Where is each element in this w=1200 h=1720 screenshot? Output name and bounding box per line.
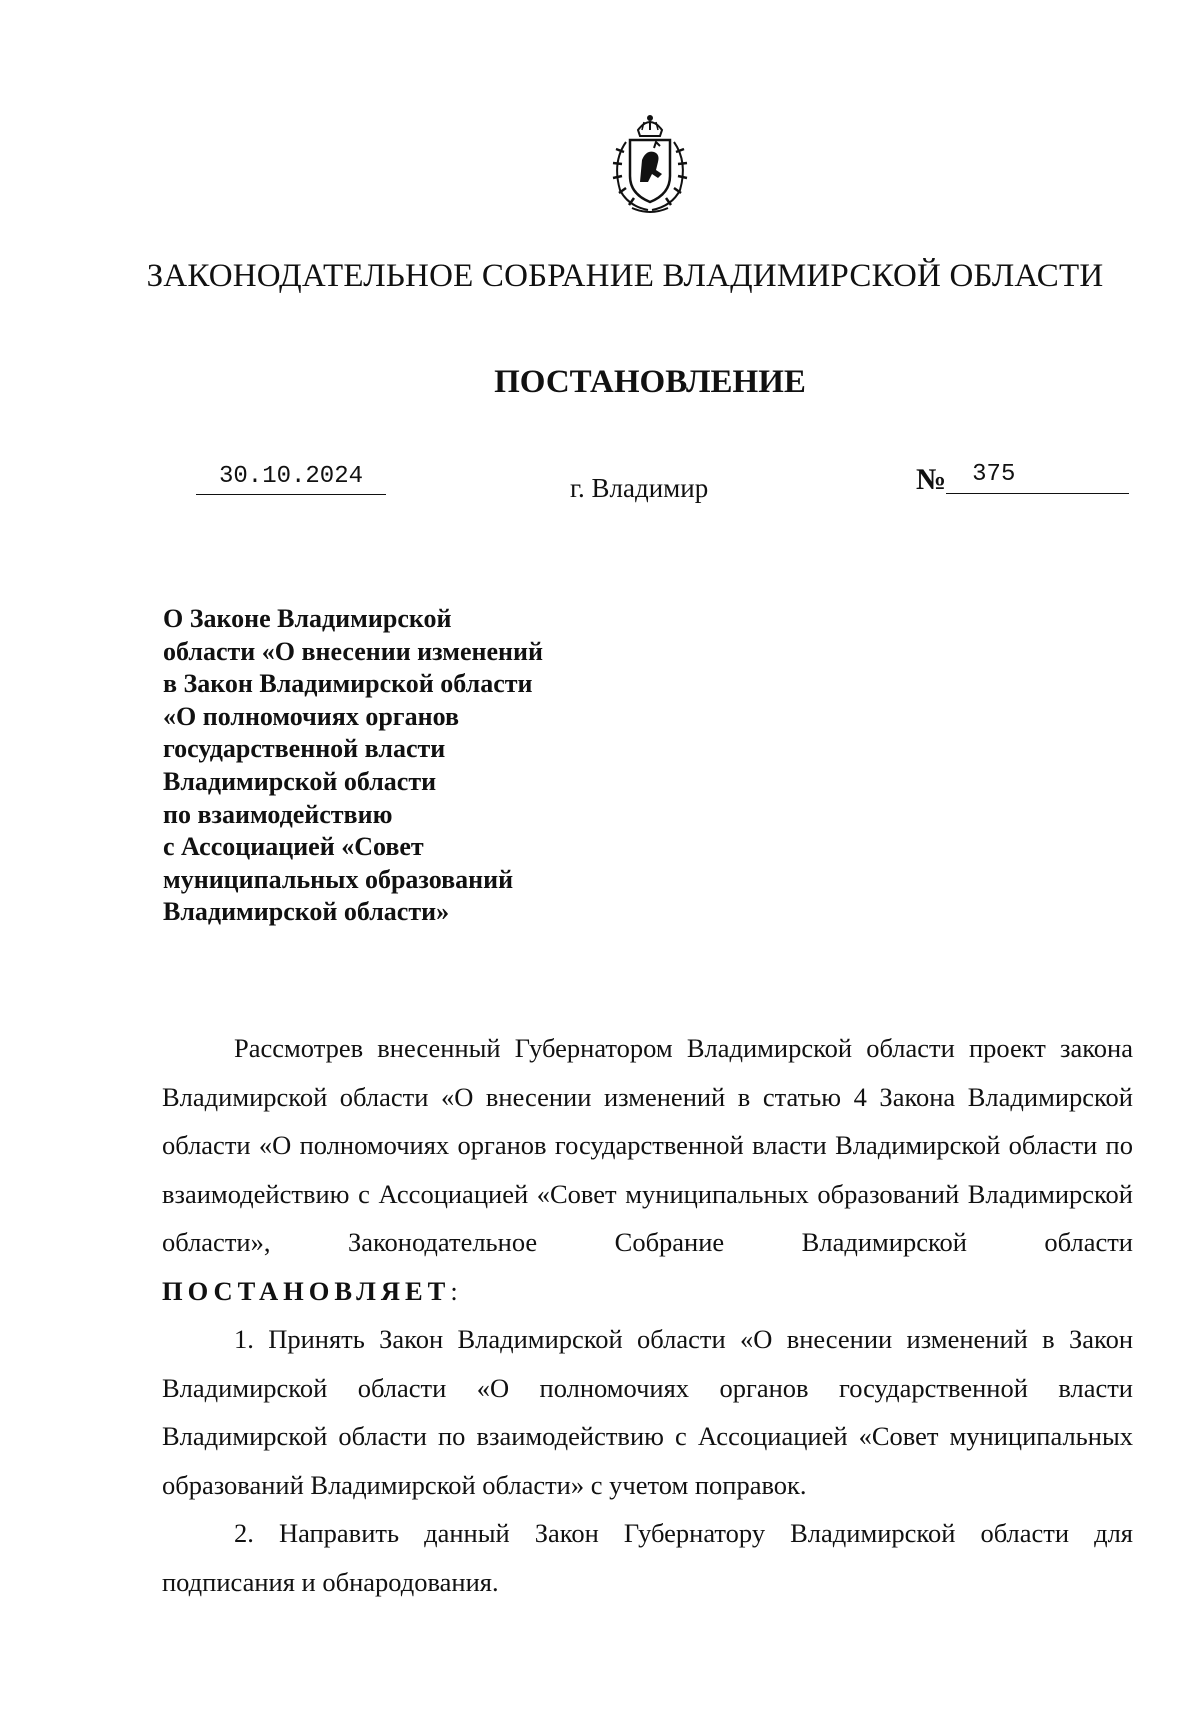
subject-line: «О полномочиях органов [163,701,459,731]
subject-line: области «О внесении изменений [163,636,543,666]
document-body [162,1024,1133,1606]
coat-of-arms-icon [602,112,698,216]
preamble-paragraph [162,1024,1133,1315]
subject-line: муниципальных образований [163,864,514,894]
decree-colon: : [450,1275,458,1306]
subject-line: по взаимодействию [163,799,393,829]
number-sign: № [916,463,947,496]
subject-line: государственной власти [163,734,446,764]
organization-title: ЗАКОНОДАТЕЛЬНОЕ СОБРАНИЕ ВЛАДИМИРСКОЙ ОБЛАСТИ [146,258,1104,294]
subject-line: Владимирской области [163,766,437,796]
document-number-block [916,462,1129,498]
subject-line: с Ассоциацией «Совет [163,832,424,862]
document-subject [163,603,633,929]
document-number: 375 [946,462,1129,494]
decree-word: ПОСТАНОВЛЯЕТ [162,1275,451,1306]
decree-item: 2. Направить данный Закон Губернатору Владимирской области для подписания и обнародования. [162,1518,1133,1597]
preamble-text: Рассмотрев внесенный Губернатором Владимирской области проект закона Владимирской области «О внесении изменений в статью 4 Закона Владимирской области «О полномочиях органов государственной власти Владимирской области по взаимодействию с Ассоциацией «Совет муниципальных образований Владимирской области», Законодательное Собрание Владимирской области [162,1033,1133,1257]
decree-item: 1. Принять Закон Владимирской области «О внесении изменений в Закон Владимирской области «О полномочиях органов государственной власти Владимирской области по взаимодействию с Ассоциацией «Совет муниципальных образований Владимирской области» с учетом поправок. [162,1324,1133,1500]
document-city: г. Владимир [570,473,709,503]
subject-line: О Законе Владимирской [163,604,452,633]
subject-line: Владимирской области» [163,897,450,927]
document-type-heading: ПОСТАНОВЛЕНИЕ [494,364,806,400]
document-date: 30.10.2024 [196,462,386,495]
subject-line: в Закон Владимирской области [163,669,533,699]
